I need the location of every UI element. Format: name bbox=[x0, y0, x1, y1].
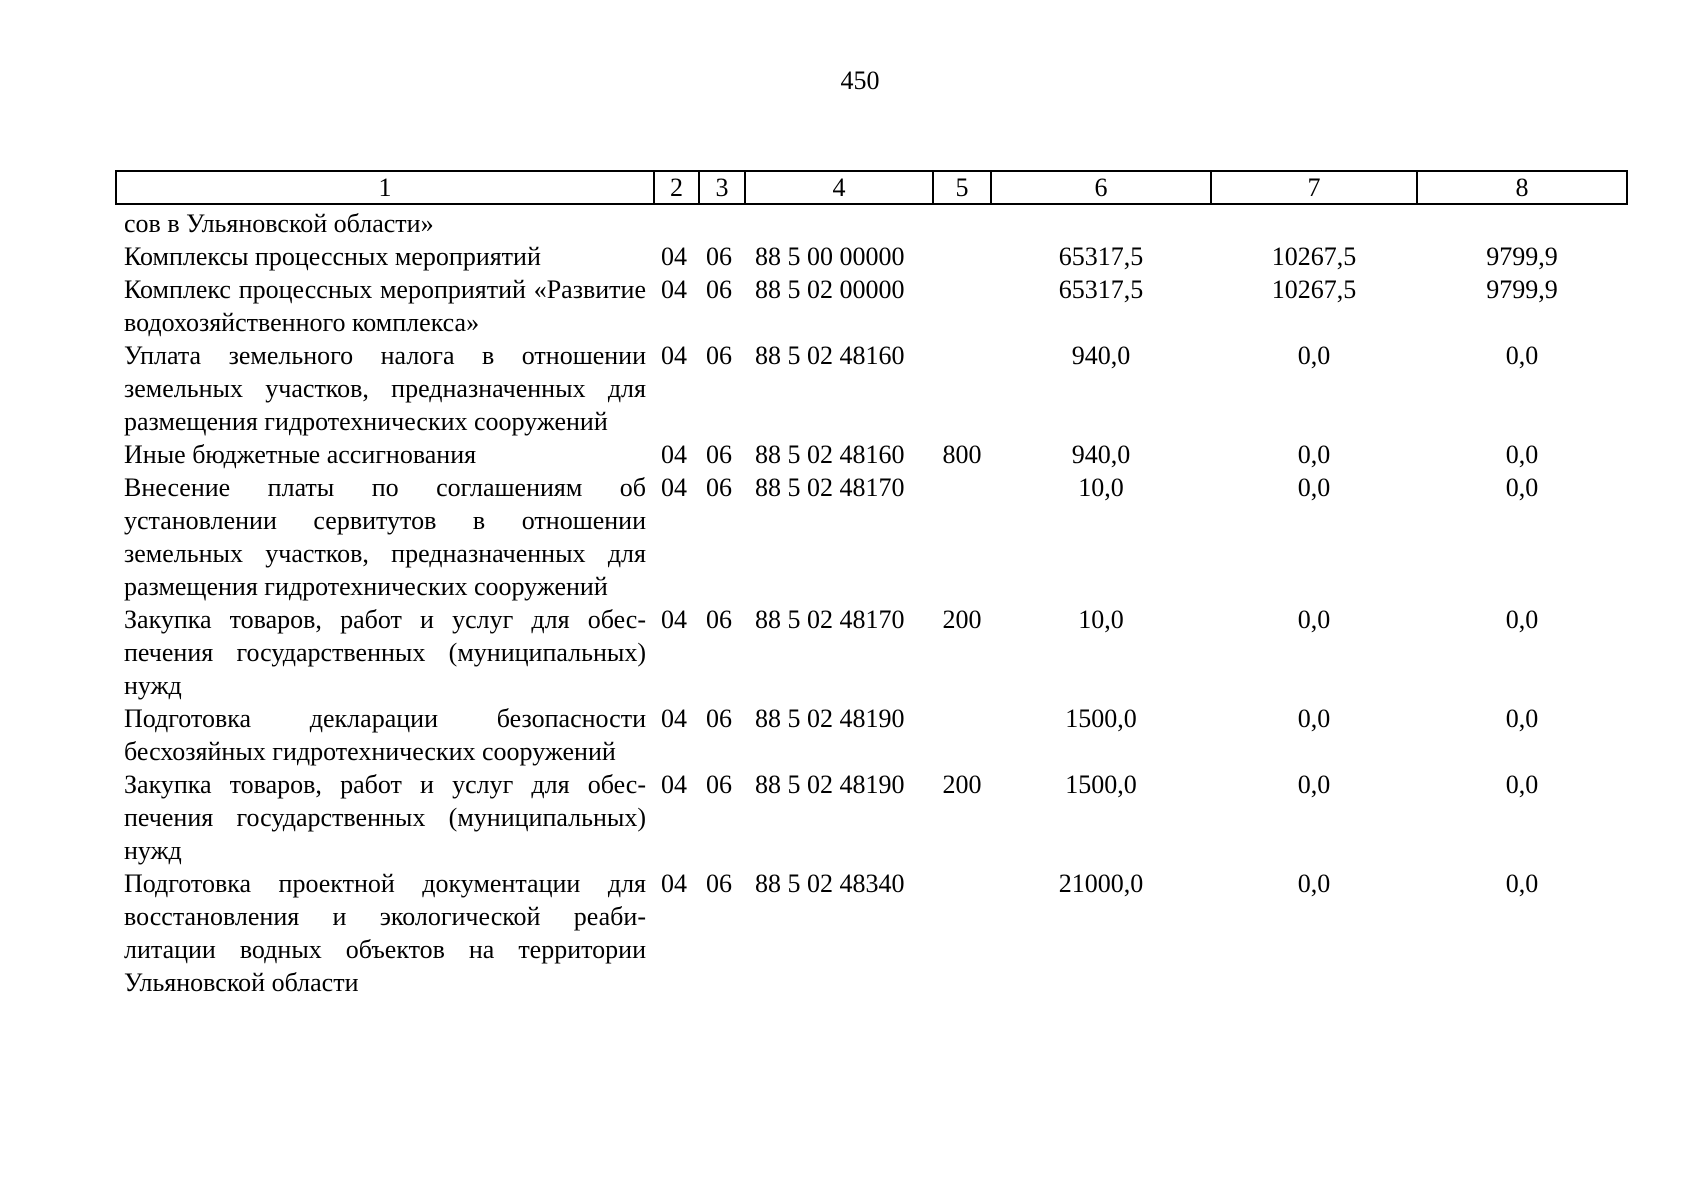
amount-cell: 0,0 bbox=[1297, 341, 1331, 370]
row-name-cell: сов в Ульяновской области» bbox=[124, 209, 434, 238]
amount-cell: 1500,0 bbox=[1065, 770, 1137, 799]
table-row bbox=[116, 867, 1627, 999]
subsection-code-cell: 06 bbox=[706, 869, 732, 898]
column-header: 7 bbox=[1211, 171, 1417, 204]
amount-cell: 10,0 bbox=[1078, 605, 1124, 634]
column-header: 6 bbox=[991, 171, 1211, 204]
target-article-cell: 88 5 02 48160 bbox=[755, 341, 905, 370]
table-row bbox=[116, 273, 1627, 339]
target-article-cell: 88 5 02 48190 bbox=[755, 770, 905, 799]
section-code-cell: 04 bbox=[661, 341, 687, 370]
row-name-cell: Закупка товаров, работ и услуг для обеспечения государственных (муниципальных) нужд bbox=[124, 605, 646, 700]
amount-cell: 0,0 bbox=[1297, 605, 1331, 634]
row-name-cell: Уплата земельного налога в отношении земельных участков, предназначенных для размещения гидротехнических сооружений bbox=[124, 341, 646, 436]
amount-cell bbox=[1417, 204, 1627, 240]
amount-cell: 10267,5 bbox=[1271, 242, 1357, 271]
table-row bbox=[116, 204, 1627, 240]
expense-type-cell bbox=[933, 273, 991, 339]
table-row bbox=[116, 702, 1627, 768]
subsection-code-cell: 06 bbox=[706, 242, 732, 271]
amount-cell: 10267,5 bbox=[1271, 275, 1357, 304]
table-row bbox=[116, 471, 1627, 603]
row-name-cell: Закупка товаров, работ и услуг для обеспечения государственных (муниципальных) нужд bbox=[124, 770, 646, 865]
section-code-cell: 04 bbox=[661, 605, 687, 634]
amount-cell: 940,0 bbox=[1071, 341, 1131, 370]
amount-cell: 0,0 bbox=[1505, 341, 1539, 370]
table-body bbox=[116, 204, 1627, 999]
amount-cell: 9799,9 bbox=[1486, 242, 1558, 271]
amount-cell: 0,0 bbox=[1505, 869, 1539, 898]
amount-cell: 0,0 bbox=[1297, 473, 1331, 502]
expense-type-cell bbox=[933, 471, 991, 603]
row-name-cell: Подготовка проектной документации для восстановления и экологической реабилитации водных объектов на территории Ульяновской области bbox=[124, 869, 646, 997]
section-code-cell: 04 bbox=[661, 869, 687, 898]
section-code-cell: 04 bbox=[661, 275, 687, 304]
expense-type-cell bbox=[933, 240, 991, 273]
row-name-cell: Комплексы процессных мероприятий bbox=[124, 242, 541, 271]
amount-cell: 0,0 bbox=[1505, 770, 1539, 799]
subsection-code-cell: 06 bbox=[706, 605, 732, 634]
section-code-cell: 04 bbox=[661, 704, 687, 733]
table-row bbox=[116, 339, 1627, 438]
amount-cell bbox=[991, 204, 1211, 240]
column-header: 2 bbox=[654, 171, 699, 204]
amount-cell: 65317,5 bbox=[1058, 242, 1144, 271]
section-code-cell: 04 bbox=[661, 770, 687, 799]
section-code-cell: 04 bbox=[661, 473, 687, 502]
expense-type-cell: 200 bbox=[942, 770, 982, 799]
target-article-cell: 88 5 00 00000 bbox=[755, 242, 905, 271]
section-code-cell: 04 bbox=[661, 242, 687, 271]
expense-type-cell bbox=[933, 867, 991, 999]
amount-cell: 0,0 bbox=[1297, 704, 1331, 733]
subsection-code-cell: 06 bbox=[706, 473, 732, 502]
target-article-cell: 88 5 02 00000 bbox=[755, 275, 905, 304]
subsection-code-cell bbox=[699, 204, 745, 240]
page-number: 450 bbox=[840, 66, 880, 95]
row-name-cell: Комплекс процессных мероприятий «Развитие водохозяйственного комплекса» bbox=[124, 275, 646, 337]
expense-type-cell: 200 bbox=[942, 605, 982, 634]
column-header: 8 bbox=[1417, 171, 1627, 204]
column-header: 5 bbox=[933, 171, 991, 204]
amount-cell: 0,0 bbox=[1297, 770, 1331, 799]
amount-cell: 0,0 bbox=[1297, 440, 1331, 469]
amount-cell: 940,0 bbox=[1071, 440, 1131, 469]
target-article-cell: 88 5 02 48170 bbox=[755, 605, 905, 634]
budget-table bbox=[115, 170, 1628, 999]
table-row bbox=[116, 603, 1627, 702]
expense-type-cell bbox=[933, 204, 991, 240]
column-header: 3 bbox=[699, 171, 745, 204]
amount-cell: 0,0 bbox=[1505, 473, 1539, 502]
subsection-code-cell: 06 bbox=[706, 341, 732, 370]
subsection-code-cell: 06 bbox=[706, 440, 732, 469]
amount-cell: 21000,0 bbox=[1058, 869, 1144, 898]
amount-cell: 10,0 bbox=[1078, 473, 1124, 502]
table-header-row bbox=[116, 171, 1627, 204]
target-article-cell: 88 5 02 48160 bbox=[755, 440, 905, 469]
section-code-cell bbox=[654, 204, 699, 240]
table-row bbox=[116, 240, 1627, 273]
section-code-cell: 04 bbox=[661, 440, 687, 469]
row-name-cell: Внесение платы по соглашениям об установлении сервитутов в отношении земельных участков, предназначенных для размещения гидротехнических сооружений bbox=[124, 473, 646, 601]
target-article-cell bbox=[745, 204, 933, 240]
row-name-cell: Подготовка декларации безопасности бесхозяйных гидротехнических сооружений bbox=[124, 704, 646, 766]
target-article-cell: 88 5 02 48170 bbox=[755, 473, 905, 502]
amount-cell: 0,0 bbox=[1297, 869, 1331, 898]
subsection-code-cell: 06 bbox=[706, 704, 732, 733]
expense-type-cell bbox=[933, 702, 991, 768]
target-article-cell: 88 5 02 48190 bbox=[755, 704, 905, 733]
amount-cell: 65317,5 bbox=[1058, 275, 1144, 304]
subsection-code-cell: 06 bbox=[706, 770, 732, 799]
subsection-code-cell: 06 bbox=[706, 275, 732, 304]
expense-type-cell bbox=[933, 339, 991, 438]
amount-cell bbox=[1211, 204, 1417, 240]
column-header: 4 bbox=[745, 171, 933, 204]
amount-cell: 1500,0 bbox=[1065, 704, 1137, 733]
amount-cell: 9799,9 bbox=[1486, 275, 1558, 304]
expense-type-cell: 800 bbox=[942, 440, 982, 469]
table-row bbox=[116, 438, 1627, 471]
amount-cell: 0,0 bbox=[1505, 440, 1539, 469]
row-name-cell: Иные бюджетные ассигнования bbox=[124, 440, 477, 469]
amount-cell: 0,0 bbox=[1505, 704, 1539, 733]
column-header: 1 bbox=[116, 171, 654, 204]
table-row bbox=[116, 768, 1627, 867]
target-article-cell: 88 5 02 48340 bbox=[755, 869, 905, 898]
amount-cell: 0,0 bbox=[1505, 605, 1539, 634]
